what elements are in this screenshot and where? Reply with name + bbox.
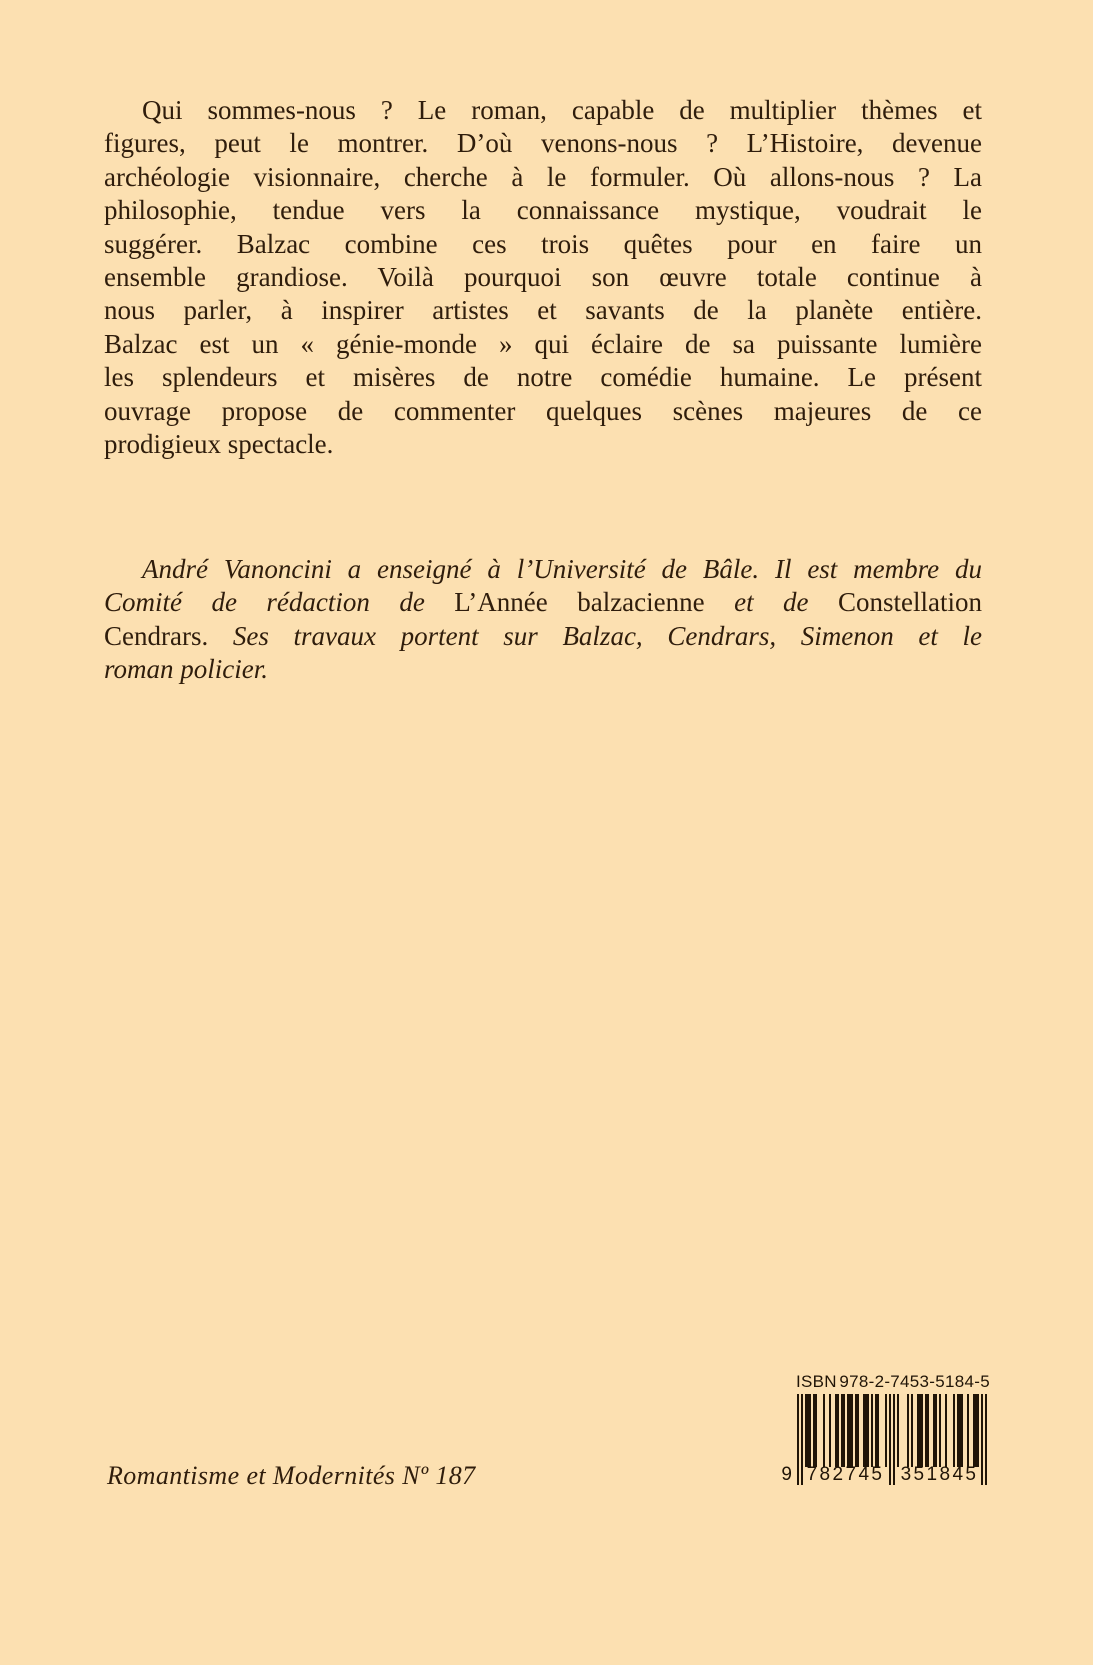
- text-line: suggérer. Balzac combine ces trois quêtes pour en faire un: [104, 228, 982, 259]
- text-line: archéologie visionnaire, cherche à le formuler. Où allons-nous ? La: [104, 161, 982, 192]
- text-line: prodigieux spectacle.: [104, 429, 334, 460]
- text-line: [104, 620, 982, 653]
- text-segment: et de: [704, 587, 838, 618]
- text-line: ensemble grandiose. Voilà pourquoi son œuvre totale continue à: [104, 262, 982, 293]
- series-title: Romantisme et Modernités Nº 187: [107, 1461, 476, 1490]
- text-line: Balzac est un « génie-monde » qui éclaire de sa puissante lumière: [104, 328, 982, 359]
- author-bio-paragraph: [104, 553, 982, 687]
- barcode-digit-group-right: 351845: [900, 1464, 979, 1485]
- text-segment: Cendrars.: [104, 620, 209, 651]
- text-segment: André Vanoncini a enseigné à l’Université de Bâle. Il est membre du: [142, 554, 982, 584]
- text-line: figures, peut le montrer. D’où venons-nous ? L’Histoire, devenue: [104, 128, 982, 159]
- isbn-number: 978-2-7453-5184-5: [839, 1372, 990, 1391]
- isbn-label: ISBN: [796, 1372, 837, 1391]
- barcode-digit-first: 9: [781, 1464, 792, 1485]
- isbn-block: [781, 1372, 990, 1491]
- text-line: [104, 586, 982, 619]
- text-segment: roman policier.: [104, 654, 268, 685]
- text-line: [104, 553, 982, 586]
- barcode-digit-group-left: 782745: [806, 1464, 885, 1485]
- blurb-paragraph: [104, 94, 982, 461]
- text-segment: Constellation: [837, 587, 982, 618]
- text-line: philosophie, tendue vers la connaissance mystique, voudrait le: [104, 195, 982, 226]
- isbn-line: [796, 1372, 990, 1392]
- text-segment: Ses travaux portent sur Balzac, Cendrars, Simenon et le: [208, 620, 982, 651]
- text-segment: Comité de rédaction de: [104, 587, 455, 618]
- ean13-barcode: [781, 1394, 990, 1491]
- text-line: [104, 653, 982, 686]
- text-segment: L’Année balzacienne: [454, 587, 705, 618]
- text-line: ouvrage propose de commenter quelques scènes majeures de ce: [104, 395, 982, 426]
- text-line: les splendeurs et misères de notre comédie humaine. Le présent: [104, 362, 982, 393]
- text-line: Qui sommes-nous ? Le roman, capable de multiplier thèmes et: [142, 95, 982, 125]
- text-line: nous parler, à inspirer artistes et savants de la planète entière.: [104, 295, 982, 326]
